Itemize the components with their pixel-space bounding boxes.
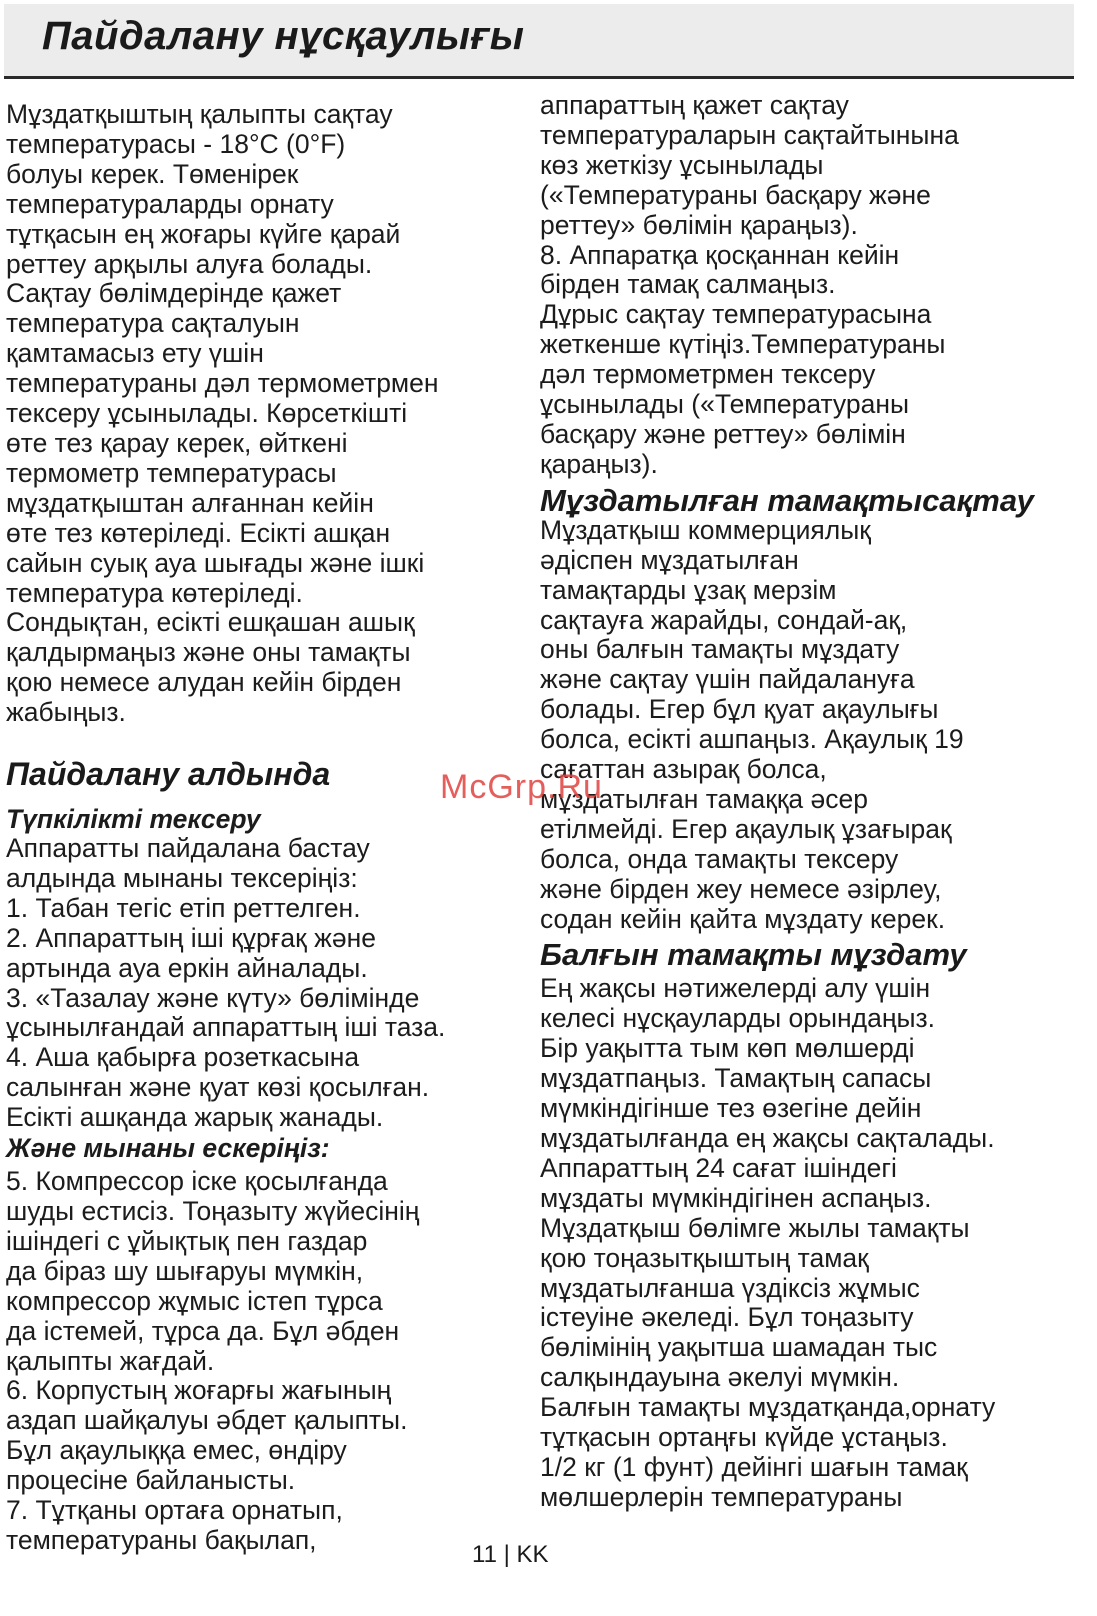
text-line: 1/2 кг (1 фунт) дейінгі шағын тамақ xyxy=(540,1451,968,1482)
left-column xyxy=(6,100,528,1556)
text-line: сақтау xyxy=(922,482,1034,518)
text-line: келесі нұсқауларды орындаңыз. xyxy=(540,1003,936,1034)
text-line: қою тоңазытқыштың тамақ xyxy=(540,1242,869,1273)
page-number: 11 | KK xyxy=(472,1541,549,1568)
text-line: 4. Аша қабырға розеткасына xyxy=(6,1042,360,1073)
text-line: температураны бақылап, xyxy=(6,1524,317,1555)
text-line: қалыпты жағдай. xyxy=(6,1345,215,1376)
text-line: сағаттан азырақ болса, xyxy=(540,754,827,785)
text-line: мұздаты мүмкіндігінен аспаңыз. xyxy=(540,1182,932,1213)
text-line: 2. Аппараттың іші құрғақ және xyxy=(6,922,376,953)
text-line: өте тез қарау керек, өйткені xyxy=(6,427,348,458)
section-heading-before-use: Пайдалану алдында xyxy=(6,756,331,793)
note-heading: Және мынаны ескеріңіз: xyxy=(6,1133,330,1164)
text-line: салқындауына әкелуі мүмкін. xyxy=(540,1362,900,1393)
text-line: артында ауа еркін айналады. xyxy=(6,952,368,983)
text-line: Сондықтан, есікті ешқашан ашық xyxy=(6,607,415,638)
text-line: содан кейін қайта мұздату керек. xyxy=(540,903,946,934)
text-line: температураларды орнату xyxy=(6,188,334,219)
page-header xyxy=(4,4,1074,79)
frozen-food-paragraph xyxy=(540,516,1092,935)
text-line: оны балғын тамақты мұздату xyxy=(540,634,900,665)
text-line: («Температураны басқару және xyxy=(540,179,931,210)
text-line: 6. Корпустың жоғарғы жағының xyxy=(6,1375,392,1406)
text-line: және бірден жеу немесе әзірлеу, xyxy=(540,873,942,904)
text-line: болса, есікті ашпаңыз. Ақаулық 19 xyxy=(540,724,964,755)
text-line: аздап шайқалуы әбдет қалыпты. xyxy=(6,1405,408,1436)
text-line: болады. Егер бұл қуат ақаулығы xyxy=(540,694,939,725)
text-line: әдіспен мұздатылған xyxy=(540,544,799,575)
frozen-food-heading xyxy=(540,482,1092,518)
text-line: Балғын тамақты мұздатқанда,орнату xyxy=(540,1392,996,1423)
text-line: тұтқасын ортаңғы күйде ұстаңыз. xyxy=(540,1422,948,1453)
text-line: Бұл ақаулыққа емес, өндіру xyxy=(6,1435,347,1466)
text-line: Мұздатылған тамақты xyxy=(540,482,923,518)
right-column xyxy=(540,91,1092,1513)
text-line: етілмейді. Егер ақаулық ұзағырақ xyxy=(540,813,952,844)
sub-heading-final-check: Түпкілікті тексеру xyxy=(6,804,261,835)
text-line: бөлімінің уақытша шамадан тыс xyxy=(540,1332,938,1363)
text-line: аппараттың қажет сақтау xyxy=(540,90,849,120)
text-line: тексеру ұсынылады. Көрсеткішті xyxy=(6,398,408,429)
check-list xyxy=(6,834,528,1133)
text-line: температураны дәл термометрмен xyxy=(6,368,439,399)
text-line: өте тез көтеріледі. Есікті ашқан xyxy=(6,517,391,548)
text-line: температура көтеріледі. xyxy=(6,577,303,608)
text-line: Мұздатқыштың қалыпты сақтау xyxy=(6,99,393,129)
text-line: сақтауға жарайды, сондай-ақ, xyxy=(540,604,908,635)
text-line: тамақтарды ұзақ мерзім xyxy=(540,574,837,605)
text-line: 7. Тұтқаны ортаға орнатып, xyxy=(6,1495,343,1526)
continued-paragraph xyxy=(540,91,1092,480)
text-line: бірден тамақ салмаңыз. xyxy=(540,269,836,300)
text-line: істеуіне әкеледі. Бұл тоңазыту xyxy=(540,1302,914,1333)
text-line: мұздатпаңыз. Тамақтың сапасы xyxy=(540,1063,932,1094)
text-line: термометр температурасы xyxy=(6,457,337,488)
text-line: Бір уақытта тым көп мөлшерді xyxy=(540,1033,915,1064)
text-line: 5. Компрессор іске қосылғанда xyxy=(6,1166,388,1197)
text-line: мұздатқыштан алғаннан кейін xyxy=(6,487,374,518)
text-line: реттеу» бөлімін қараңыз). xyxy=(540,209,858,240)
text-line: қалдырмаңыз және оны тамақты xyxy=(6,637,411,668)
text-line: жабыңыз. xyxy=(6,697,126,728)
text-line: басқару және реттеу» бөлімін xyxy=(540,418,906,449)
note-list xyxy=(6,1167,528,1556)
text-line: да біраз шу шығаруы мүмкін, xyxy=(6,1255,364,1286)
text-line: мүмкіндігінше тез өзегіне дейін xyxy=(540,1093,922,1124)
text-line: дәл термометрмен тексеру xyxy=(540,359,876,390)
text-line: Аппараттың 24 сағат ішіндегі xyxy=(540,1152,897,1183)
text-line: мұздатылғанша үздіксіз жұмыс xyxy=(540,1272,920,1303)
intro-paragraph xyxy=(6,100,528,728)
text-line: Мұздатқыш бөлімге жылы тамақты xyxy=(540,1212,970,1243)
text-line: 8. Аппаратқа қосқаннан кейін xyxy=(540,239,900,270)
text-line: да істемей, тұрса да. Бұл әбден xyxy=(6,1315,400,1346)
text-line: және сақтау үшін пайдалануға xyxy=(540,664,915,695)
text-line: Ең жақсы нәтижелерді алу үшін xyxy=(540,973,931,1004)
text-line: мұздатылған тамаққа әсер xyxy=(540,783,868,814)
text-line: болуы керек. Төменірек xyxy=(6,158,299,189)
text-line: шуды естисіз. Тоңазыту жүйесінің xyxy=(6,1196,420,1226)
text-line: тұтқасын ең жоғары күйге қарай xyxy=(6,218,401,249)
text-line: температураларын сақтайтынына xyxy=(540,119,959,150)
text-line: қамтамасыз ету үшін xyxy=(6,338,264,369)
text-line: ішіндегі с ұйықтық пен газдар xyxy=(6,1225,368,1256)
watermark: McGrp.Ru xyxy=(440,768,603,806)
text-line: Есікті ашқанда жарық жанады. xyxy=(6,1102,384,1133)
text-line: жеткенше күтіңіз.Температураны xyxy=(540,329,946,360)
text-line: қараңыз). xyxy=(540,448,658,479)
text-line: ұсынылады («Температураны xyxy=(540,389,910,420)
text-line: Мұздатқыш коммерциялық xyxy=(540,514,871,545)
page-title: Пайдалану нұсқаулығы xyxy=(42,14,525,58)
text-line: болса, онда тамақты тексеру xyxy=(540,843,899,874)
text-line: Аппаратты пайдалана бастау xyxy=(6,833,370,864)
text-line: компрессор жұмыс істеп тұрса xyxy=(6,1285,383,1316)
text-line: 1. Табан тегіс етіп реттелген. xyxy=(6,892,361,923)
text-line: Дұрыс сақтау температурасына xyxy=(540,299,932,330)
text-line: температурасы - 18°С (0°F) xyxy=(6,128,346,159)
text-line: салынған және қуат көзі қосылған. xyxy=(6,1072,430,1103)
text-line: көз жеткізу ұсынылады xyxy=(540,149,824,180)
text-line: процесіне байланысты. xyxy=(6,1465,296,1496)
fresh-food-heading: Балғын тамақты мұздату xyxy=(540,937,967,973)
text-line: мұздатылғанда ең жақсы сақталады. xyxy=(540,1123,995,1153)
text-line: температура сақталуын xyxy=(6,308,300,339)
text-line: алдында мынаны тексеріңіз: xyxy=(6,862,358,893)
text-line: реттеу арқылы алуға болады. xyxy=(6,248,373,279)
text-line: Сақтау бөлімдерінде қажет xyxy=(6,278,342,309)
text-line: 3. «Тазалау және күту» бөлімінде xyxy=(6,982,420,1013)
text-line: сайын суық ауа шығады және ішкі xyxy=(6,547,425,578)
text-line: қою немесе алудан кейін бірден xyxy=(6,667,402,698)
text-line: ұсынылғандай аппараттың іші таза. xyxy=(6,1012,446,1043)
fresh-food-paragraph xyxy=(540,974,1092,1512)
text-line: мөлшерлерін температураны xyxy=(540,1481,903,1512)
